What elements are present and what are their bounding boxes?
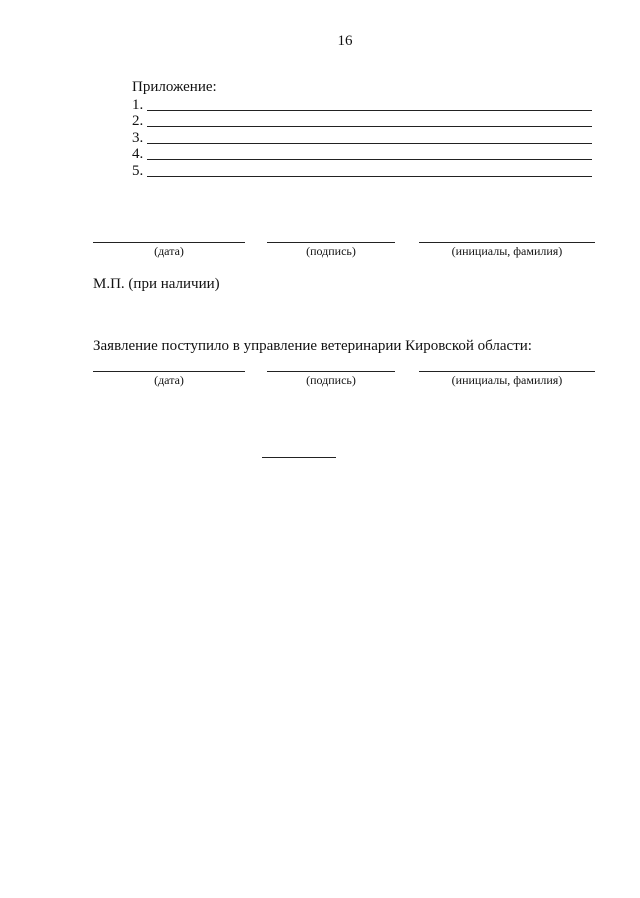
attachment-blank-line (147, 98, 592, 111)
page-number: 16 (337, 33, 353, 49)
attachment-list (132, 96, 592, 179)
attachment-item-number: 4. (132, 146, 144, 162)
signature-caption: (подпись) (267, 242, 395, 259)
name-caption: (инициалы, фамилия) (419, 242, 595, 259)
date-caption: (дата) (93, 371, 245, 388)
attachment-blank-line (147, 147, 592, 160)
attachment-item-number: 1. (132, 96, 144, 113)
attachment-blank-line (147, 114, 592, 127)
stamp-label: М.П. (при наличии) (93, 276, 220, 292)
attachment-blank-line (147, 164, 592, 177)
attachment-item (132, 162, 592, 179)
received-statement: Заявление поступило в управление ветеринарии Кировской области: (93, 338, 532, 354)
attachment-item (132, 129, 592, 146)
attachment-item (132, 96, 592, 113)
attachment-item-number: 3. (132, 129, 144, 146)
attachment-item (132, 113, 592, 130)
date-caption: (дата) (93, 242, 245, 259)
attachment-blank-line (147, 131, 592, 144)
signature-caption: (подпись) (267, 371, 395, 388)
signature-row-applicant (0, 242, 640, 272)
attachment-title: Приложение: (132, 79, 217, 95)
attachment-item-number: 5. (132, 162, 144, 179)
end-divider (262, 457, 336, 458)
attachment-item (132, 146, 592, 163)
attachment-item-number: 2. (132, 113, 144, 129)
signature-row-received (0, 371, 640, 401)
name-caption: (инициалы, фамилия) (419, 371, 595, 388)
